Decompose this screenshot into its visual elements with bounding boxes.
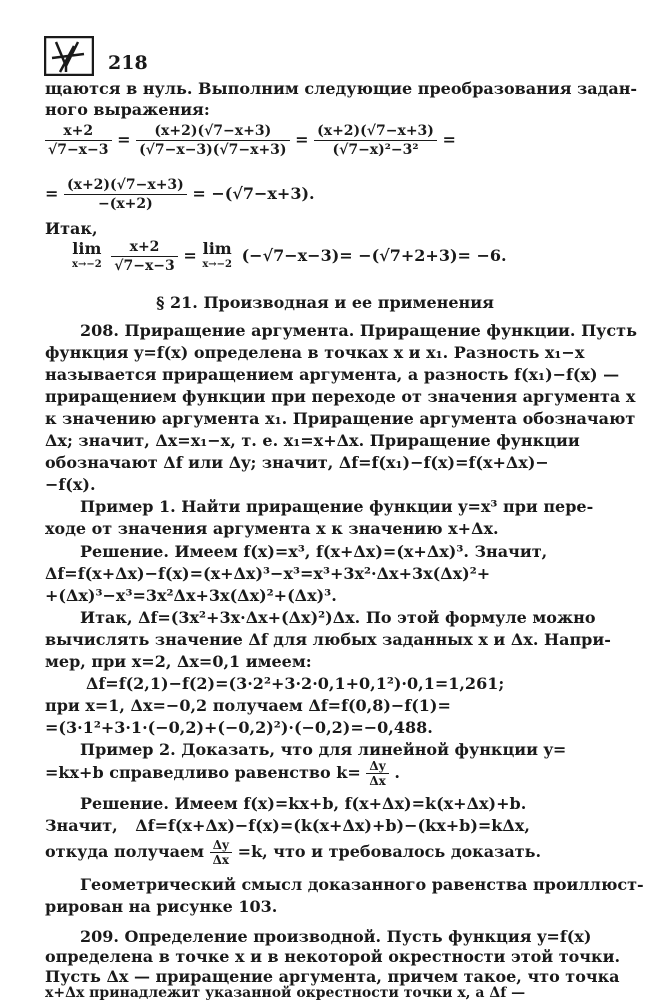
page-number: 218 — [108, 52, 148, 74]
paragraph-208-line: обозначают Δf или Δy; значит, Δf=f(x₁)−f(x)=f(x+Δx)− — [45, 453, 549, 472]
fraction-numerator: x+2 — [45, 122, 112, 141]
paragraph-208-line: называется приращением аргумента, а разность f(x₁)−f(x) — — [45, 365, 620, 384]
fraction — [136, 122, 289, 159]
fraction — [210, 838, 232, 867]
intro-line: щаются в нуль. Выполним следующие преобразования задан- — [45, 79, 638, 98]
equation-tail: (−√7−x−3)= −(√7+2+3)= −6. — [241, 246, 507, 265]
paragraph-208-line: −f(x). — [45, 475, 96, 494]
solution-2-line — [45, 838, 541, 867]
calculation-line: =(3·1²+3·1·(−0,2)+(−0,2)²)·(−0,2)=−0,488. — [45, 718, 433, 737]
calculation-line: при x=1, Δx=−0,2 получаем Δf=f(0,8)−f(1)= — [45, 696, 451, 715]
paragraph-208-line: к значению аргумента x₁. Приращение аргумента обозначают — [45, 409, 636, 428]
equation-3 — [72, 238, 507, 275]
fraction-numerator: Δy — [210, 838, 232, 853]
example-2-text: =kx+b справедливо равенство k= — [45, 763, 361, 782]
result-line: вычислять значение Δf для любых заданных x и Δx. Напри- — [45, 630, 611, 649]
equals-sign: = — [45, 184, 59, 203]
example-2-line: Пример 2. Доказать, что для линейной функции y= — [80, 740, 567, 759]
example-2-text: . — [394, 763, 400, 782]
fraction-numerator: (x+2)(√7−x+3) — [136, 122, 289, 141]
fraction — [45, 122, 112, 159]
result-line: Итак, Δf=(3x²+3x·Δx+(Δx)²)Δx. По этой формуле можно — [80, 608, 596, 627]
fraction-denominator: Δx — [369, 774, 386, 788]
fraction-denominator: −(x+2) — [97, 196, 153, 212]
solution-2-line: Решение. Имеем f(x)=kx+b, f(x+Δx)=k(x+Δx)+b. — [80, 794, 527, 813]
result-line: мер, при x=2, Δx=0,1 имеем: — [45, 652, 312, 671]
paragraph-209-line: 209. Определение производной. Пусть функция y=f(x) — [80, 927, 592, 946]
solution-1-line: +(Δx)³−x³=3x²Δx+3x(Δx)²+(Δx)³. — [45, 586, 337, 605]
fraction-numerator: Δy — [366, 759, 388, 774]
fraction — [314, 122, 437, 159]
fraction-numerator: (x+2)(√7−x+3) — [64, 176, 187, 195]
fraction-numerator: x+2 — [111, 238, 178, 257]
equals-sign: = — [295, 130, 309, 149]
publisher-logo-icon — [44, 36, 94, 76]
limit — [202, 238, 233, 273]
fraction — [366, 759, 388, 788]
paragraph-208-line: 208. Приращение аргумента. Приращение функции. Пусть — [80, 321, 637, 340]
equals-sign: = — [117, 130, 131, 149]
solution-1-line: Решение. Имеем f(x)=x³, f(x+Δx)=(x+Δx)³. Значит, — [80, 542, 548, 561]
limit-word: lim — [72, 238, 102, 258]
geometric-meaning-line: Геометрический смысл доказанного равенства проиллюст- — [80, 875, 644, 894]
fraction-denominator: √7−x−3 — [114, 258, 175, 274]
itak-label: Итак, — [45, 219, 98, 238]
example-2-line — [45, 759, 400, 788]
geometric-meaning-line: рирован на рисунке 103. — [45, 897, 278, 916]
equation-tail: = −(√7−x+3). — [192, 184, 315, 203]
equals-sign: = — [442, 130, 456, 149]
limit-subscript: x→−2 — [72, 258, 102, 270]
paragraph-209-line: x+Δx принадлежит указанной окрестности точки x, а Δf — — [45, 985, 526, 1001]
example-1-line: Пример 1. Найти приращение функции y=x³ при пере- — [80, 497, 594, 516]
example-1-line: ходе от значения аргумента x к значению x+Δx. — [45, 519, 499, 538]
fraction-denominator: (√7−x)²−3² — [332, 142, 419, 158]
solution-2-line — [45, 815, 530, 837]
paragraph-208-line: приращением функции при переходе от значения аргумента x — [45, 387, 636, 406]
paragraph-209-line: определена в точке x и в некоторой окрестности этой точки. — [45, 947, 621, 966]
equals-sign: = — [183, 246, 197, 265]
limit-word: lim — [202, 238, 232, 258]
limit-subscript: x→−2 — [202, 258, 233, 270]
limit — [72, 238, 102, 273]
solution-2-text: =k, что и требовалось доказать. — [237, 842, 542, 861]
paragraph-208-line: Δx; значит, Δx=x₁−x, т. е. x₁=x+Δx. Приращение функции — [45, 431, 580, 450]
solution-2-text: Значит, — [45, 816, 118, 835]
equation-2 — [45, 176, 315, 213]
fraction-denominator: (√7−x−3)(√7−x+3) — [139, 142, 287, 158]
solution-1-line: Δf=f(x+Δx)−f(x)=(x+Δx)³−x³=x³+3x²·Δx+3x(Δx)²+ — [45, 564, 491, 583]
fraction-denominator: √7−x−3 — [48, 142, 109, 158]
fraction — [64, 176, 187, 213]
paragraph-208-line: функция y=f(x) определена в точках x и x₁. Разность x₁−x — [45, 343, 585, 362]
section-title: § 21. Производная и ее применения — [156, 293, 494, 312]
fraction — [111, 238, 178, 275]
equation-1 — [45, 122, 456, 159]
fraction-denominator: Δx — [212, 853, 230, 867]
solution-2-text: откуда получаем — [45, 842, 205, 861]
calculation-line: Δf=f(2,1)−f(2)=(3·2²+3·2·0,1+0,1²)·0,1=1,261; — [86, 674, 505, 693]
solution-2-formula: Δf=f(x+Δx)−f(x)=(k(x+Δx)+b)−(kx+b)=kΔx, — [135, 816, 530, 835]
fraction-numerator: (x+2)(√7−x+3) — [314, 122, 437, 141]
intro-line: ного выражения: — [45, 100, 210, 119]
paragraph-209-line: Пусть Δx — приращение аргумента, причем такое, что точка — [45, 967, 620, 986]
